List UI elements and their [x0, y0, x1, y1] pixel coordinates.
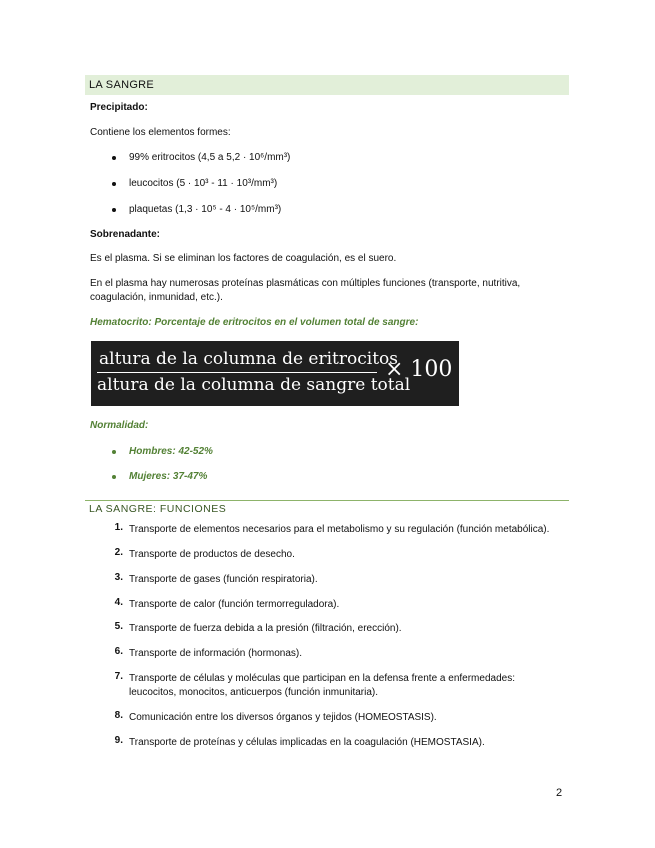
- normalidad-mujeres: Mujeres: 37-47%: [129, 471, 208, 482]
- fraction-bar: [97, 372, 377, 373]
- sobrenadante-heading: Sobrenadante:: [90, 229, 161, 240]
- list-number: 3.: [114, 572, 123, 583]
- list-number: 2.: [114, 547, 123, 558]
- hematocrito-formula: [91, 341, 459, 406]
- list-item: Transporte de fuerza debida a la presión (filtración, erección).: [129, 623, 402, 634]
- page-number: 2: [556, 787, 563, 799]
- list-number: 1.: [114, 522, 123, 533]
- list-item: Transporte de información (hormonas).: [129, 648, 303, 659]
- list-item: Transporte de elementos necesarios para el metabolismo y su regulación (función metabólica).: [129, 524, 550, 535]
- formula-numerator: altura de la columna de eritrocitos: [99, 349, 399, 369]
- plasma-paragraph-line2: coagulación, inmunidad, etc.).: [90, 292, 223, 303]
- list-item: Transporte de productos de desecho.: [129, 549, 295, 560]
- section-heading-funciones: LA SANGRE: FUNCIONES: [89, 503, 227, 515]
- normalidad-hombres: Hombres: 42-52%: [129, 446, 213, 457]
- formula-multiplier: × 100: [385, 357, 453, 382]
- list-item: Transporte de proteínas y células implicadas en la coagulación (HEMOSTASIA).: [129, 737, 485, 748]
- bullet-plaquetas: plaquetas (1,3 · 10⁵ - 4 · 10⁵/mm³): [129, 204, 282, 215]
- bullet-eritrocitos: 99% eritrocitos (4,5 a 5,2 · 10⁶/mm³): [129, 152, 291, 163]
- list-number: 7.: [114, 671, 123, 682]
- list-number: 5.: [114, 621, 123, 632]
- list-item: Comunicación entre los diversos órganos y tejidos (HOMEOSTASIS).: [129, 712, 437, 723]
- hematocrito-label: Hematocrito: Porcentaje de eritrocitos en el volumen total de sangre:: [90, 317, 419, 328]
- list-number: 8.: [114, 710, 123, 721]
- bullet-icon: [112, 182, 116, 186]
- list-item-continuation: leucocitos, monocitos, anticuerpos (función inmunitaria).: [129, 687, 379, 698]
- list-item: Transporte de gases (función respiratoria).: [129, 574, 318, 585]
- bullet-leucocitos: leucocitos (5 · 10³ - 11 · 10³/mm³): [129, 178, 278, 189]
- section-heading-la-sangre: LA SANGRE: [85, 75, 569, 95]
- bullet-icon: [112, 156, 116, 160]
- list-item: Transporte de calor (función termorreguladora).: [129, 599, 340, 610]
- bullet-icon: [112, 450, 116, 454]
- precipitado-heading: Precipitado:: [90, 102, 148, 113]
- bullet-icon: [112, 208, 116, 212]
- formula-denominator: altura de la columna de sangre total: [97, 375, 411, 395]
- plasma-text: Es el plasma. Si se eliminan los factores de coagulación, es el suero.: [90, 253, 397, 264]
- list-item: Transporte de células y moléculas que participan en la defensa frente a enfermedades:: [129, 673, 515, 684]
- intro-text: Contiene los elementos formes:: [90, 127, 231, 138]
- list-number: 4.: [114, 597, 123, 608]
- normalidad-heading: Normalidad:: [90, 420, 149, 431]
- list-number: 6.: [114, 646, 123, 657]
- list-number: 9.: [114, 735, 123, 746]
- section-divider: [85, 500, 569, 501]
- bullet-icon: [112, 475, 116, 479]
- plasma-paragraph-line1: En el plasma hay numerosas proteínas plasmáticas con múltiples funciones (transporte, nutritiva,: [90, 278, 521, 289]
